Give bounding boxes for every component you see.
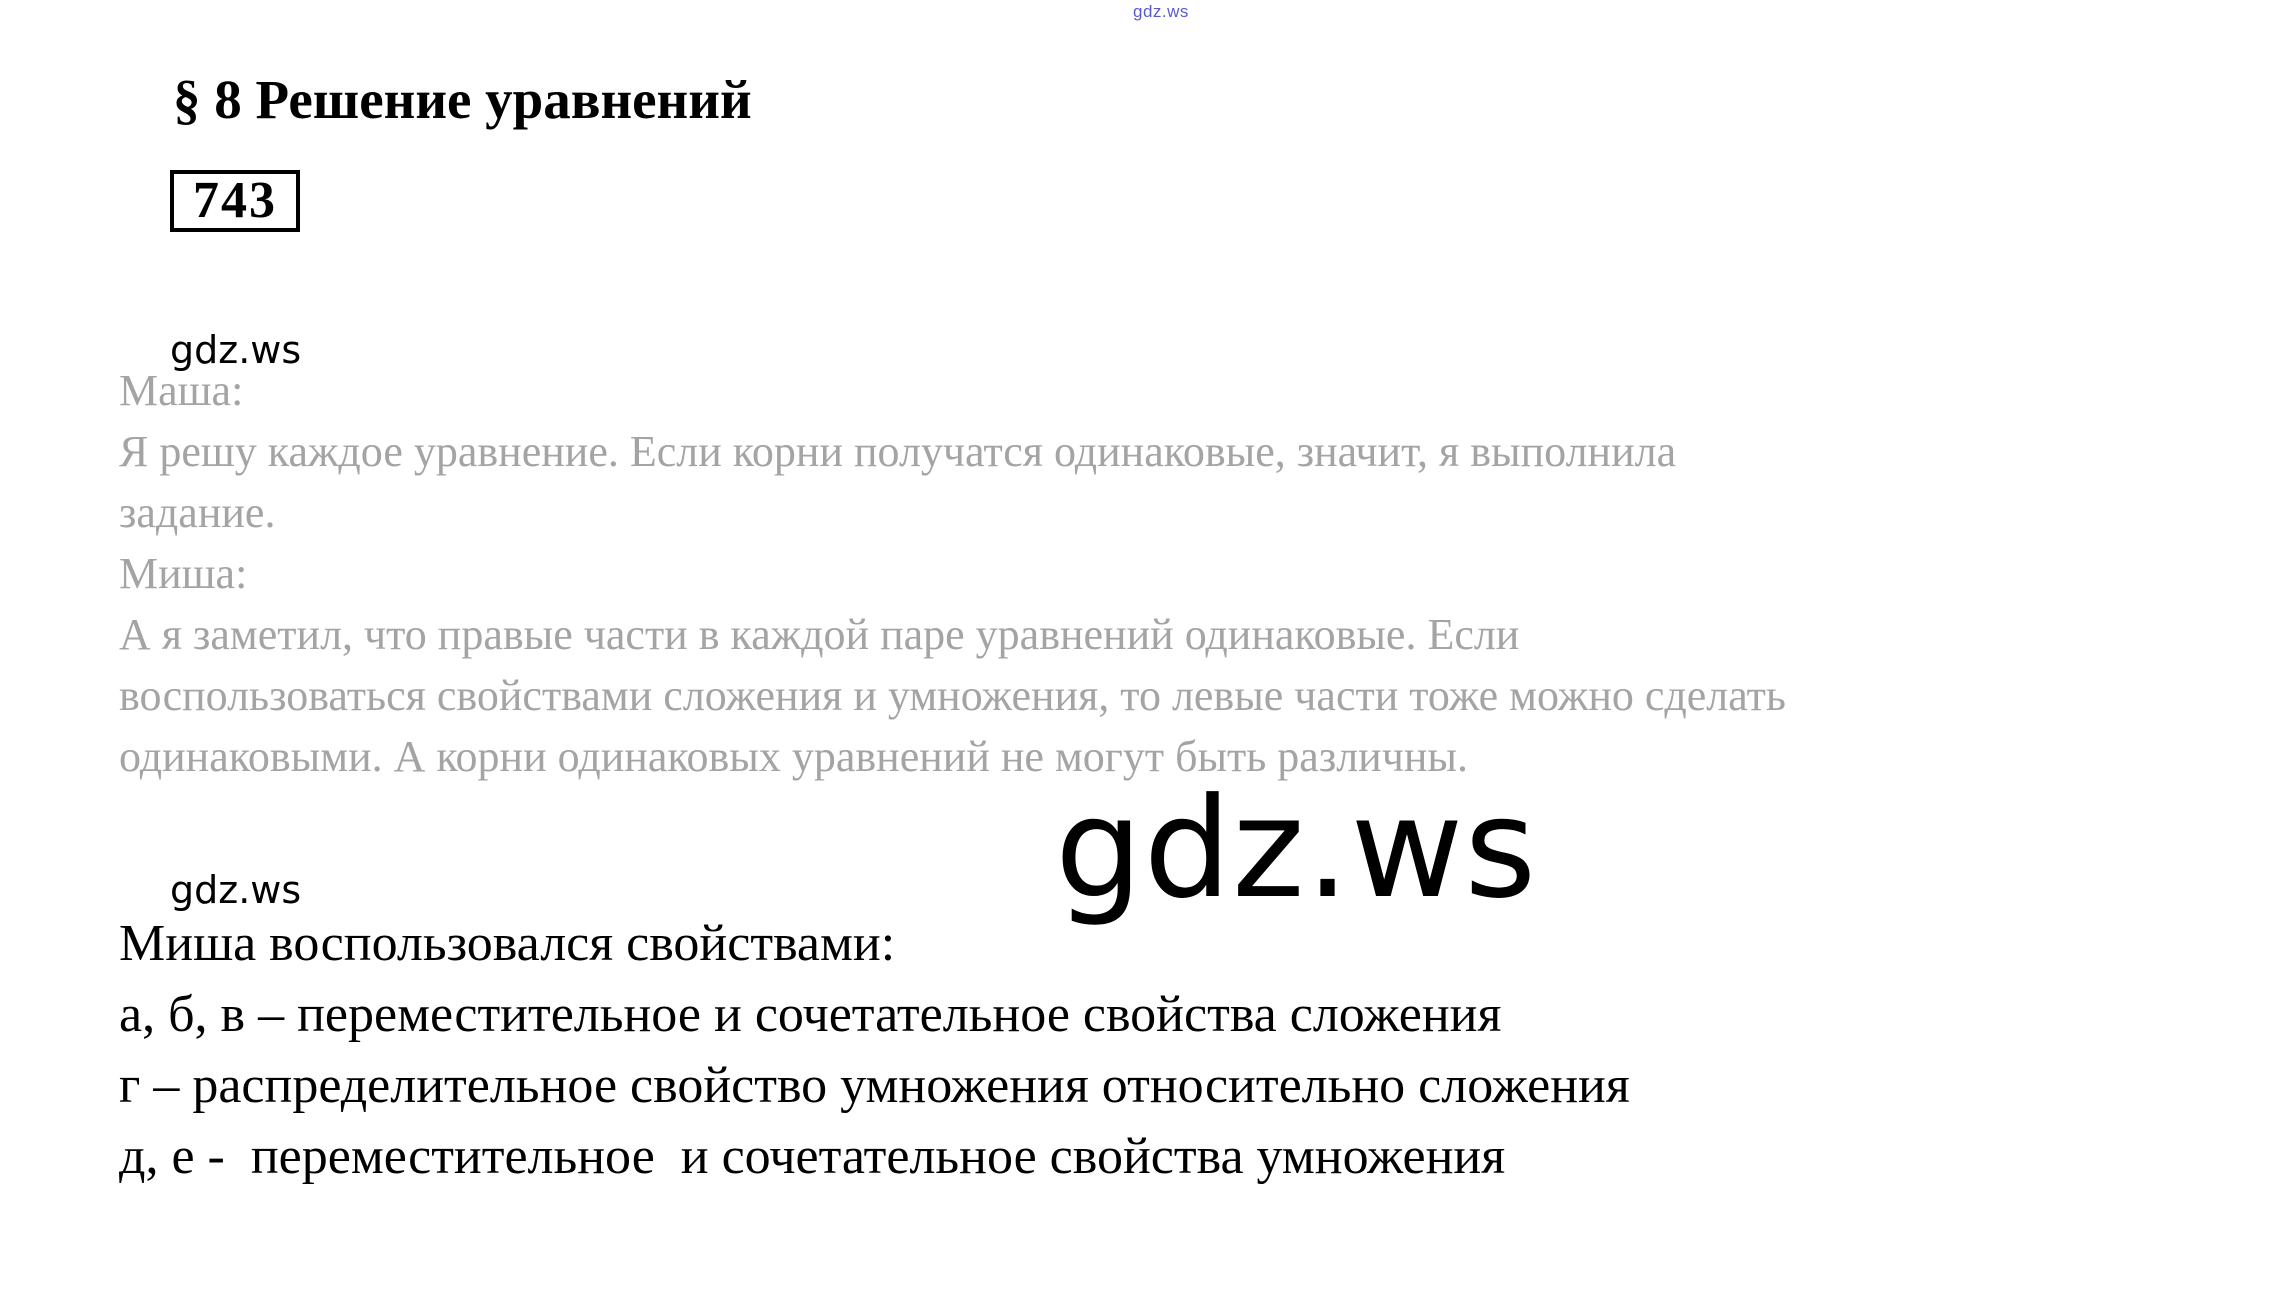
answer-line: г – распределительное свойство умножения относительно сложения (119, 1057, 1630, 1114)
task-text-line: А я заметил, что правые части в каждой паре уравнений одинаковые. Если (119, 610, 1520, 659)
watermark-label: gdz.ws (170, 868, 302, 912)
task-text-line: воспользоваться свойствами сложения и умножения, то левые части тоже можно сделать (119, 671, 1786, 720)
watermark-label: gdz.ws (170, 328, 302, 372)
center-watermark: gdz.ws (1055, 768, 1538, 929)
task-text-line: Маша: (119, 366, 244, 415)
task-text-line: Я решу каждое уравнение. Если корни получатся одинаковые, значит, я выполнила (119, 427, 1677, 476)
answer-line: Миша воспользовался свойствами: (119, 915, 896, 972)
answer-line: д, е - переместительное и сочетательное свойства умножения (119, 1128, 1506, 1185)
task-text-line: задание. (119, 488, 276, 537)
task-text (119, 360, 2219, 787)
answer-text (119, 908, 2219, 1192)
task-number-box: 743 (170, 170, 300, 232)
answer-line: а, б, в – переместительное и сочетательное свойства сложения (119, 986, 1502, 1043)
task-text-line: Миша: (119, 549, 248, 598)
top-watermark: gdz.ws (1133, 2, 1189, 21)
section-title: § 8 Решение уравнений (173, 69, 752, 130)
task-text-line: одинаковыми. А корни одинаковых уравнений не могут быть различны. (119, 732, 1468, 781)
